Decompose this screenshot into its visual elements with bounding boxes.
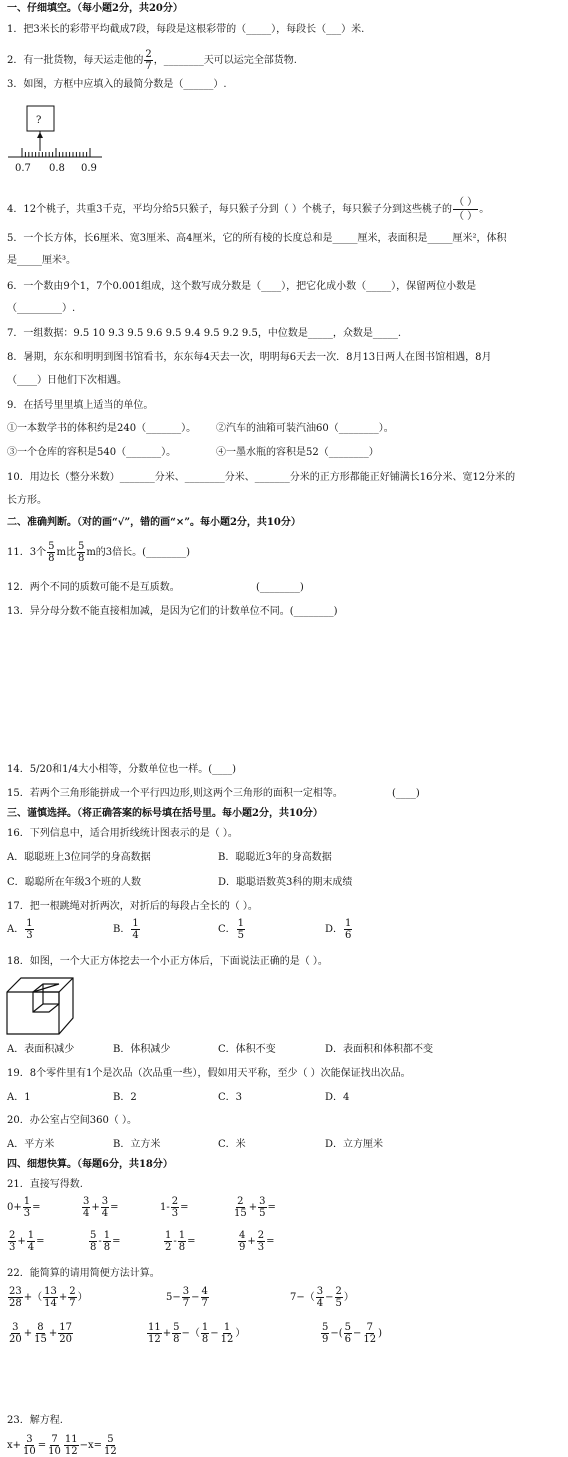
question-8-line-2: （____）日他们下次相遇。 (7, 375, 127, 386)
q23-equation: x+ $\frac{3}{10}$ = $\frac{7}{10}$ $\frac{11}{12}$ −x= $\frac{5}{12}$ (7, 1434, 117, 1457)
q17-option-c-label: C． (218, 924, 236, 935)
q21-expr-6: $\frac{5}{8}$ - $\frac{1}{8}$ = (90, 1230, 121, 1253)
q18-option-c[interactable]: C．体积不变 (218, 1044, 276, 1055)
q17-option-c[interactable] (218, 918, 246, 941)
question-10-line-1: 10．用边长（整分米数）_______分米、________分米、_______分米的正方形都能正好铺满长16分米、宽12分米的 (7, 472, 516, 483)
question-7: 7．一组数据：9.5 10 9.3 9.5 9.6 9.5 9.4 9.5 9.2 9.5，中位数是_____，众数是_____. (7, 328, 402, 339)
q16-option-d[interactable]: D．聪聪语数英3科的期末成绩 (218, 877, 353, 888)
question-5-line-2: 是_____厘米³。 (7, 255, 77, 266)
q16-option-b[interactable]: B．聪聪近3年的身高数据 (218, 852, 332, 863)
q21-expr-5: $\frac{2}{3}$ + $\frac{1}{4}$ = (9, 1230, 45, 1253)
question-11 (7, 541, 190, 564)
box-question-mark: ? (36, 115, 42, 126)
q22-expr-4: $\frac{3}{20}$ + $\frac{8}{15}$ + $\frac{17}{20}$ (9, 1322, 72, 1345)
question-16: 16．下列信息中，适合用折线统计图表示的是（ ）。 (7, 828, 238, 839)
question-20: 20．办公室占空间360（ ）。 (7, 1115, 137, 1126)
q19-option-d[interactable]: D．4 (325, 1092, 350, 1103)
question-2-text-b: ，________天可以运完全部货物. (153, 55, 297, 66)
q19-option-b[interactable]: B．2 (113, 1092, 137, 1103)
q17-option-c-fraction: $\frac{1}{5}$ (237, 918, 245, 941)
q17-option-b-label: B． (113, 924, 131, 935)
question-9-item-4: ④一墨水瓶的容积是52（________） (216, 447, 379, 458)
question-4-text: 4．12个桃子，共重3千克，平均分给5只猴子，每只猴子分到（ ）个桃子，每只猴子分到这些桃子的 (7, 204, 452, 215)
q22-expr-1: $\frac{23}{28}$ +（ $\frac{13}{14}$ + $\frac{2}{7}$ ） (9, 1286, 88, 1309)
q22-expr-3: 7−（ $\frac{3}{4}$ − $\frac{2}{5}$ ） (290, 1286, 354, 1309)
q20-option-d[interactable]: D．立方厘米 (325, 1139, 384, 1150)
fraction-5-8-a: $\frac{5}{8}$ (48, 541, 55, 564)
q21-expr-2: $\frac{3}{4}$ + $\frac{3}{4}$ = (83, 1196, 119, 1219)
q17-option-d-fraction: $\frac{1}{6}$ (345, 918, 352, 941)
question-11-text-c: m的3倍长。(________) (86, 547, 190, 558)
q22-expr-5: $\frac{11}{12}$ + $\frac{5}{8}$ −（ $\frac{1}{8}$ − $\frac{1}{12}$ ） (148, 1322, 246, 1345)
q19-option-a[interactable]: A．1 (7, 1092, 31, 1103)
question-15-blank: (____) (392, 788, 420, 799)
question-1: 1．把3米长的彩带平均截成7段，每段是这根彩带的（_____），每段长（___）米. (7, 24, 365, 35)
question-6-line-2: （_________）. (7, 303, 76, 314)
number-line-ticks (22, 148, 90, 157)
q21-expr-8: $\frac{4}{9}$ + $\frac{2}{3}$ = (239, 1230, 275, 1253)
q22-expr-2: 5− $\frac{3}{7}$ − $\frac{4}{7}$ (166, 1286, 208, 1309)
q20-option-c[interactable]: C．米 (218, 1139, 246, 1150)
q17-option-a-label: A． (7, 924, 25, 935)
number-line-figure (6, 100, 106, 175)
cube-with-notch-figure (7, 978, 77, 1036)
question-4-end: 。 (479, 204, 490, 215)
q21-expr-4: $\frac{2}{15}$ + $\frac{3}{5}$ = (234, 1196, 276, 1219)
q16-option-c[interactable]: C．聪聪所在年级3个班的人数 (7, 877, 142, 888)
question-17: 17．把一根跳绳对折两次，对折后的每段占全长的（ ）。 (7, 901, 258, 912)
question-8-line-1: 8．暑期，东东和明明到图书馆看书，东东每4天去一次，明明每6天去一次．8月13日两人在图书馆相遇，8月 (7, 352, 492, 363)
question-21: 21．直接写得数. (7, 1179, 83, 1190)
question-5-line-1: 5．一个长方体，长6厘米、宽3厘米、高4厘米，它的所有棱的长度总和是_____厘米，表面积是_____厘米²，体积 (7, 233, 507, 244)
tick-label-0.8: 0.8 (49, 163, 65, 174)
question-4 (7, 196, 489, 223)
question-2-text-a: 2．有一批货物，每天运走他的 (7, 55, 144, 66)
question-4-fraction-blank: $\frac{( )}{( )}$ (454, 197, 478, 222)
question-9-item-3: ③一个仓库的容积是540（_______）。 (7, 447, 177, 458)
section-1-title: 一、仔细填空。（每小题2分，共20分） (7, 3, 183, 14)
q17-option-a-fraction: $\frac{1}{3}$ (26, 918, 33, 941)
question-22: 22．能简算的请用简便方法计算。 (7, 1268, 160, 1279)
question-10-line-2: 长方形。 (7, 495, 47, 506)
question-18: 18．如图，一个大正方体挖去一个小正方体后，下面说法正确的是（ ）。 (7, 956, 328, 967)
question-9: 9．在括号里里填上适当的单位。 (7, 400, 154, 411)
q21-expr-1: 0+ $\frac{1}{3}$ = (7, 1196, 41, 1219)
q22-expr-6: $\frac{5}{9}$ −( $\frac{5}{6}$ − $\frac{7}{12}$ ) (322, 1322, 383, 1345)
q17-option-d[interactable] (325, 918, 353, 941)
q17-option-b[interactable] (113, 918, 141, 941)
question-9-item-2: ②汽车的油箱可装汽油60（________）。 (216, 423, 394, 434)
question-15: 15．若两个三角形能拼成一个平行四边形,则这两个三角形的面积一定相等。 (7, 788, 343, 799)
tick-label-0.9: 0.9 (81, 163, 97, 174)
q17-option-b-fraction: $\frac{1}{4}$ (132, 918, 139, 941)
fraction-2-7: $\frac{2}{7}$ (145, 49, 152, 72)
tick-label-0.7: 0.7 (15, 163, 31, 174)
question-11-text-a: 11．3个 (7, 547, 47, 558)
q21-expr-3: 1- $\frac{2}{3}$ = (160, 1196, 189, 1219)
q18-option-d[interactable]: D．表面积和体积都不变 (325, 1044, 434, 1055)
question-2 (7, 49, 297, 72)
q20-option-b[interactable]: B．立方米 (113, 1139, 161, 1150)
question-6-line-1: 6．一个数由9个1，7个0.001组成，这个数写成分数是（____），把它化成小数（_____），保留两位小数是 (7, 281, 477, 292)
question-12-blank: (________) (256, 582, 304, 593)
q18-option-a[interactable]: A．表面积减少 (7, 1044, 75, 1055)
q17-option-d-label: D． (325, 924, 344, 935)
section-4-title: 四、细想快算。（每题6分，共18分） (7, 1159, 173, 1170)
fraction-5-8-b: $\frac{5}{8}$ (77, 541, 85, 564)
question-14: 14．5/20和1/4大小相等，分数单位也一样。(____) (7, 764, 237, 775)
question-11-text-b: m比 (56, 547, 76, 558)
q19-option-c[interactable]: C．3 (218, 1092, 243, 1103)
question-23: 23．解方程. (7, 1415, 63, 1426)
question-19: 19．8个零件里有1个是次品（次品重一些），假如用天平称，至少（ ）次能保证找出次品。 (7, 1068, 411, 1079)
q16-option-a[interactable]: A．聪聪班上3位同学的身高数据 (7, 852, 151, 863)
q18-option-b[interactable]: B．体积减少 (113, 1044, 171, 1055)
question-12: 12．两个不同的质数可能不是互质数。 (7, 582, 180, 593)
question-3: 3．如图，方框中应填入的最简分数是（______）. (7, 79, 227, 90)
q17-option-a[interactable] (7, 918, 35, 941)
q20-option-a[interactable]: A．平方米 (7, 1139, 55, 1150)
q21-expr-7: $\frac{1}{2}$ - $\frac{1}{8}$ = (165, 1230, 196, 1253)
section-2-title: 二、准确判断。（对的画“√”，错的画“×”。每小题2分，共10分） (7, 517, 301, 528)
question-9-item-1: ①一本数学书的体积约是240（_______）。 (7, 423, 197, 434)
section-3-title: 三、谨慎选择。（将正确答案的标号填在括号里。每小题2分，共10分） (7, 808, 323, 819)
question-13: 13．异分母分数不能直接相加减，是因为它们的计数单位不同。(________) (7, 606, 338, 617)
